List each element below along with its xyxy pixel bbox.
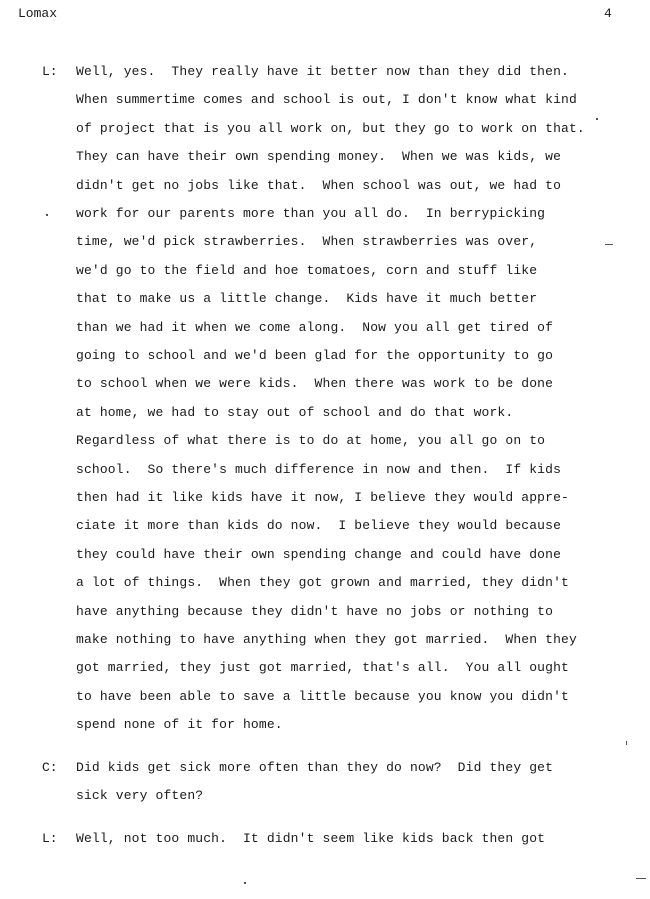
scan-speck xyxy=(244,882,246,884)
transcript-line: to have been able to save a little because you know you didn't xyxy=(76,688,569,704)
scan-speck xyxy=(636,878,646,879)
transcript-line: got married, they just got married, that's all. You all ought xyxy=(76,660,569,676)
speaker-label: L: xyxy=(42,64,58,79)
transcript-line: make nothing to have anything when they got married. When they xyxy=(76,632,577,647)
transcript-line: When summertime comes and school is out, I don't know what kind xyxy=(76,92,577,108)
transcript-line: that to make us a little change. Kids have it much better xyxy=(76,291,538,307)
transcript-line: ciate it more than kids do now. I believe they would because xyxy=(76,518,562,534)
transcript-line: we'd go to the field and hoe tomatoes, corn and stuff like xyxy=(76,262,538,278)
transcript-line: sick very often? xyxy=(76,788,204,804)
scan-speck xyxy=(605,244,613,245)
speaker-label: C: xyxy=(42,760,58,775)
transcript-line: spend none of it for home. xyxy=(76,717,283,733)
transcript-line: school. So there's much difference in now and then. If kids xyxy=(76,461,562,477)
transcript-line: going to school and we'd been glad for the opportunity to go xyxy=(76,348,554,363)
transcript-line: a lot of things. When they got grown and married, they didn't xyxy=(76,575,569,591)
header-name: Lomax xyxy=(18,6,58,21)
scan-speck xyxy=(46,214,48,216)
transcript-line: of project that is you all work on, but they go to work on that. xyxy=(76,120,585,136)
transcript-line: Did kids get sick more often than they do now? Did they get xyxy=(76,760,554,775)
transcript-line: Well, yes. They really have it better now than they did then. xyxy=(76,64,569,79)
transcript-line: time, we'd pick strawberries. When strawberries was over, xyxy=(76,234,538,250)
transcript-line: then had it like kids have it now, I believe they would appre- xyxy=(76,490,569,505)
transcript-line: didn't get no jobs like that. When school was out, we had to xyxy=(76,177,562,193)
page-number: 4 xyxy=(604,6,612,21)
transcript-line: than we had it when we come along. Now you all get tired of xyxy=(76,319,554,335)
scan-speck xyxy=(596,118,598,120)
transcript-line: at home, we had to stay out of school and do that work. xyxy=(76,404,514,420)
transcript-line: they could have their own spending change and could have done xyxy=(76,546,562,562)
transcript-line: Regardless of what there is to do at home, you all go on to xyxy=(76,433,546,449)
scan-speck xyxy=(626,741,627,745)
transcript-line: have anything because they didn't have no jobs or nothing to xyxy=(76,603,554,619)
transcript-line: to school when we were kids. When there was work to be done xyxy=(76,376,554,392)
transcript-line: They can have their own spending money. When we was kids, we xyxy=(76,149,562,165)
transcript-line: Well, not too much. It didn't seem like kids back then got xyxy=(76,831,546,846)
speaker-label: L: xyxy=(42,831,58,846)
transcript-line: work for our parents more than you all do. In berrypicking xyxy=(76,206,546,221)
